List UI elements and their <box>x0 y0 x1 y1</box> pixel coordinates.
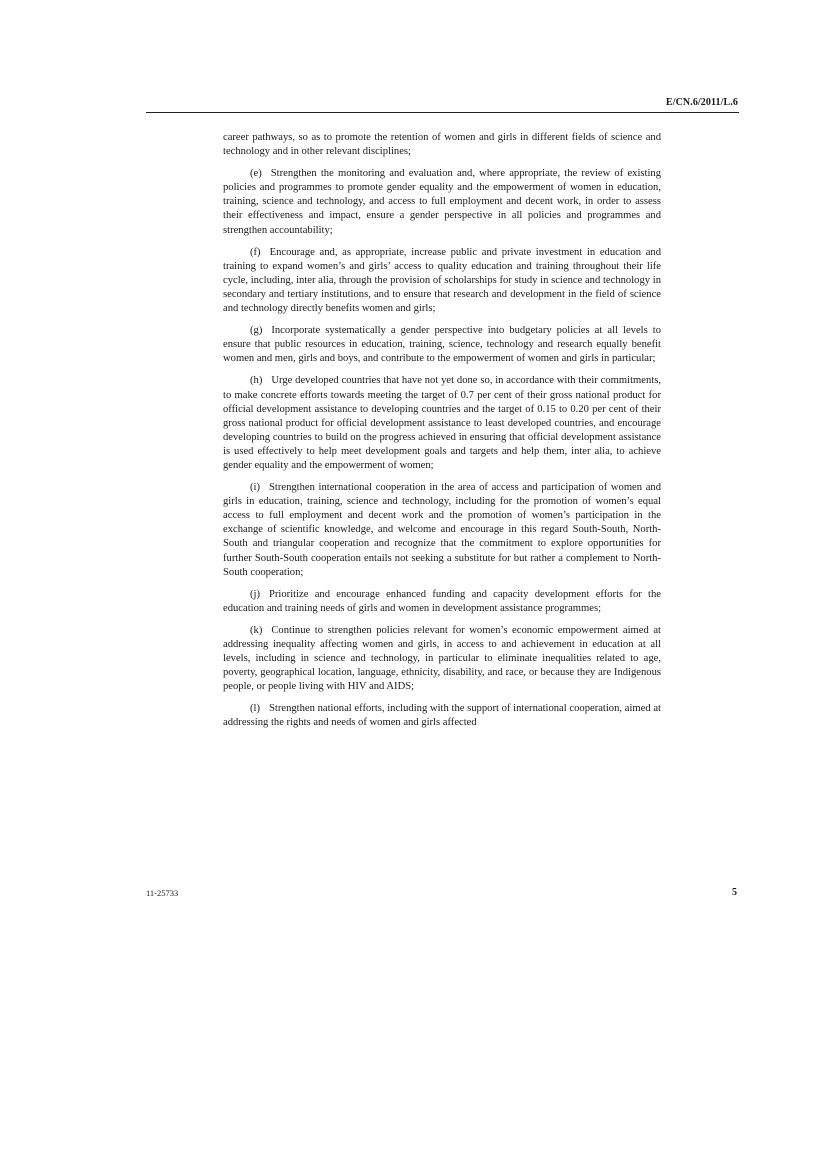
page-number: 5 <box>732 887 737 898</box>
paragraph-i <box>223 481 661 580</box>
paragraph-label: (f) <box>250 246 261 258</box>
paragraph-label: (j) <box>250 588 260 600</box>
job-number: 11-25733 <box>146 888 179 898</box>
paragraph-label: (i) <box>250 482 260 494</box>
paragraph-text: Incorporate systematically a gender perspective into budgetary policies at all levels to ensure that public resources in education, training, science, technology and research equally benefit women and men, girls and boys, and contribute to the empowerment of women and girls in particular; <box>223 325 661 365</box>
paragraph-label: (l) <box>250 703 260 715</box>
document-body <box>223 131 661 739</box>
paragraph-e <box>223 167 661 237</box>
paragraph-text: Strengthen national efforts, including with the support of international cooperation, aimed at addressing the rights and needs of women and girls affected <box>223 703 661 729</box>
paragraph-label: (k) <box>250 624 263 636</box>
paragraph-h <box>223 374 661 473</box>
paragraph-text: Continue to strengthen policies relevant for women’s economic empowerment aimed at addressing inequality affecting women and girls, in access to and achievement in education at all levels, including in science and technology, in particular to eliminate inequalities related to age, poverty, geographical location, language, ethnicity, disability, and race, or because they are Indigenous people, or people living with HIV and AIDS; <box>223 624 661 693</box>
paragraph-text: Prioritize and encourage enhanced funding and capacity development efforts for the education and training needs of girls and women in development assistance programmes; <box>223 588 661 614</box>
paragraph-text: Encourage and, as appropriate, increase public and private investment in education and training to expand women’s and girls’ access to quality education and training throughout their life cycle, including, inter alia, through the provision of scholarships for study in science and technology in secondary and tertiary institutions, and to ensure that research and development in the field of science and technology directly benefits women and girls; <box>223 246 661 315</box>
header-rule <box>146 112 739 113</box>
paragraph-text: Strengthen international cooperation in the area of access and participation of women and girls in education, training, science and technology, including for the promotion of women’s equal access to full employment and decent work and the promotion of women’s participation in the exchange of scientific knowledge, and welcome and encourage in this regard South-South, North-South and triangular cooperation and recognize that the commitment to explore opportunities for further South-South cooperation entails not seeking a substitute for but rather a complement to North-South cooperation; <box>223 482 661 578</box>
paragraph-label: (g) <box>250 325 263 337</box>
paragraph-k <box>223 624 661 694</box>
paragraph-text: Strengthen the monitoring and evaluation and, where appropriate, the review of existing policies and programmes to promote gender equality and the empowerment of women in education, training, science and technology, and access to full employment and decent work, in order to assess their effectiveness and impact, ensure a gender perspective in all policies and programmes and strengthen accountability; <box>223 168 661 236</box>
paragraph-text: Urge developed countries that have not yet done so, in accordance with their commitments, to make concrete efforts towards meeting the target of 0.7 per cent of their gross national product for official development assistance to developing countries and the target of 0.15 to 0.20 per cent of their gross national product for official development assistance to least developed countries, and encourage developing countries to build on the progress achieved in ensuring that official development assistance is used effectively to help meet development goals and targets and help them, inter alia, to achieve gender equality and the empowerment of women; <box>223 375 661 471</box>
document-symbol: E/CN.6/2011/L.6 <box>665 97 738 108</box>
paragraph-f <box>223 246 661 316</box>
paragraph-label: (e) <box>250 168 262 180</box>
paragraph-label: (h) <box>250 375 263 387</box>
paragraph-g <box>223 324 661 366</box>
paragraph-j <box>223 588 661 616</box>
continuation-paragraph: career pathways, so as to promote the retention of women and girls in different fields of science and technology and in other relevant disciplines; <box>223 132 661 158</box>
paragraph-l <box>223 702 661 730</box>
